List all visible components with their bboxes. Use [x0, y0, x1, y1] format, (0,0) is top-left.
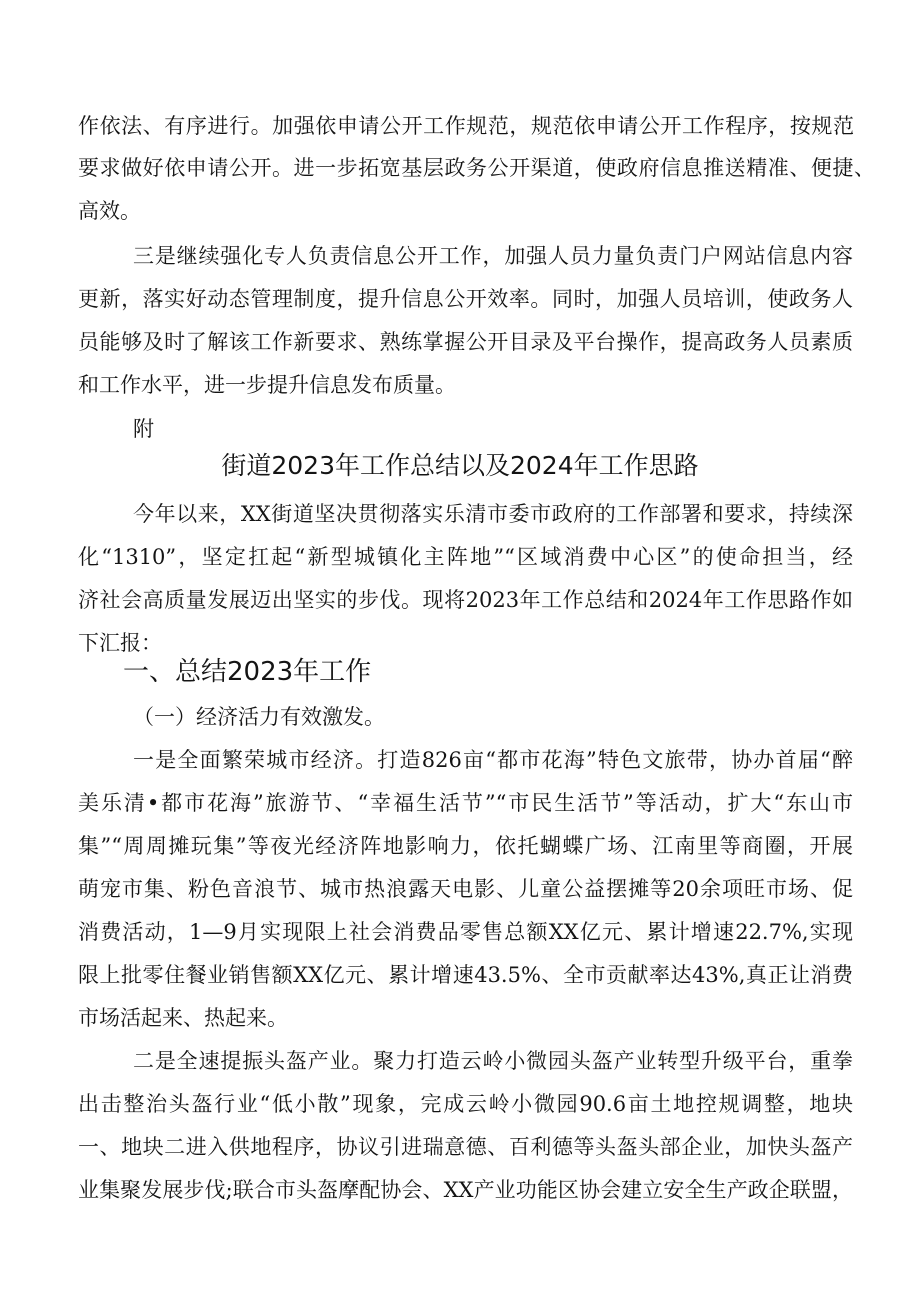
text-line: 一是全面繁荣城市经济。打造826亩“都市花海”特色文旅带，协办首届“醉	[133, 748, 853, 772]
text-line: 萌宠市集、粉色音浪节、城市热浪露天电影、儿童公益摆摊等20余项旺市场、促	[78, 877, 853, 901]
text-line: 下汇报：	[78, 631, 162, 655]
text-line: 要求做好依申请公开。进一步拓宽基层政务公开渠道，使政府信息推送精准、便捷、	[78, 156, 875, 180]
text-line: 济社会高质量发展迈出坚实的步伐。现将2023年工作总结和2024年工作思路作如	[78, 588, 853, 612]
text-line: 美乐清•都市花海”旅游节、“幸福生活节”“市民生活节”等活动，扩大“东山市	[78, 791, 853, 815]
text-line: 三是继续强化专人负责信息公开工作，加强人员力量负责门户网站信息内容	[133, 244, 853, 268]
document-title: 街道2023年工作总结以及2024年工作思路	[221, 451, 699, 480]
subsection-heading: （一）经济活力有效激发。	[133, 705, 385, 729]
text-line: 一、地块二进入供地程序，协议引进瑞意德、百利德等头盔头部企业，加快头盔产	[78, 1135, 853, 1159]
text-line: 市场活起来、热起来。	[78, 1006, 288, 1030]
section-heading: 一、总结2023年工作	[123, 657, 372, 687]
text-line: 今年以来，XX街道坚决贯彻落实乐清市委市政府的工作部署和要求，持续深	[133, 502, 853, 526]
text-line: 化“1310”，坚定扛起“新型城镇化主阵地”“区域消费中心区”的使命担当，经	[78, 545, 853, 569]
text-line: 和工作水平，进一步提升信息发布质量。	[78, 373, 456, 397]
text-line: 更新，落实好动态管理制度，提升信息公开效率。同时，加强人员培训，使政务人	[78, 287, 853, 311]
text-line: 二是全速提振头盔产业。聚力打造云岭小微园头盔产业转型升级平台，重拳	[133, 1049, 853, 1073]
text-line: 集”“周周摊玩集”等夜光经济阵地影响力，依托蝴蝶广场、江南里等商圈，开展	[78, 834, 853, 858]
text-line: 业集聚发展步伐;联合市头盔摩配协会、XX产业功能区协会建立安全生产政企联盟，	[78, 1178, 853, 1202]
text-line: 消费活动，1—9月实现限上社会消费品零售总额XX亿元、累计增速22.7%,实现	[78, 920, 853, 944]
text-line: 作依法、有序进行。加强依申请公开工作规范，规范依申请公开工作程序，按规范	[78, 114, 854, 138]
text-line: 出击整治头盔行业“低小散”现象，完成云岭小微园90.6亩土地控规调整，地块	[78, 1092, 853, 1116]
text-line: 高效。	[78, 199, 141, 223]
appendix-mark: 附	[133, 417, 154, 441]
text-line: 限上批零住餐业销售额XX亿元、累计增速43.5%、全市贡献率达43%,真正让消费	[78, 963, 853, 987]
text-line: 员能够及时了解该工作新要求、熟练掌握公开目录及平台操作，提高政务人员素质	[78, 330, 853, 354]
